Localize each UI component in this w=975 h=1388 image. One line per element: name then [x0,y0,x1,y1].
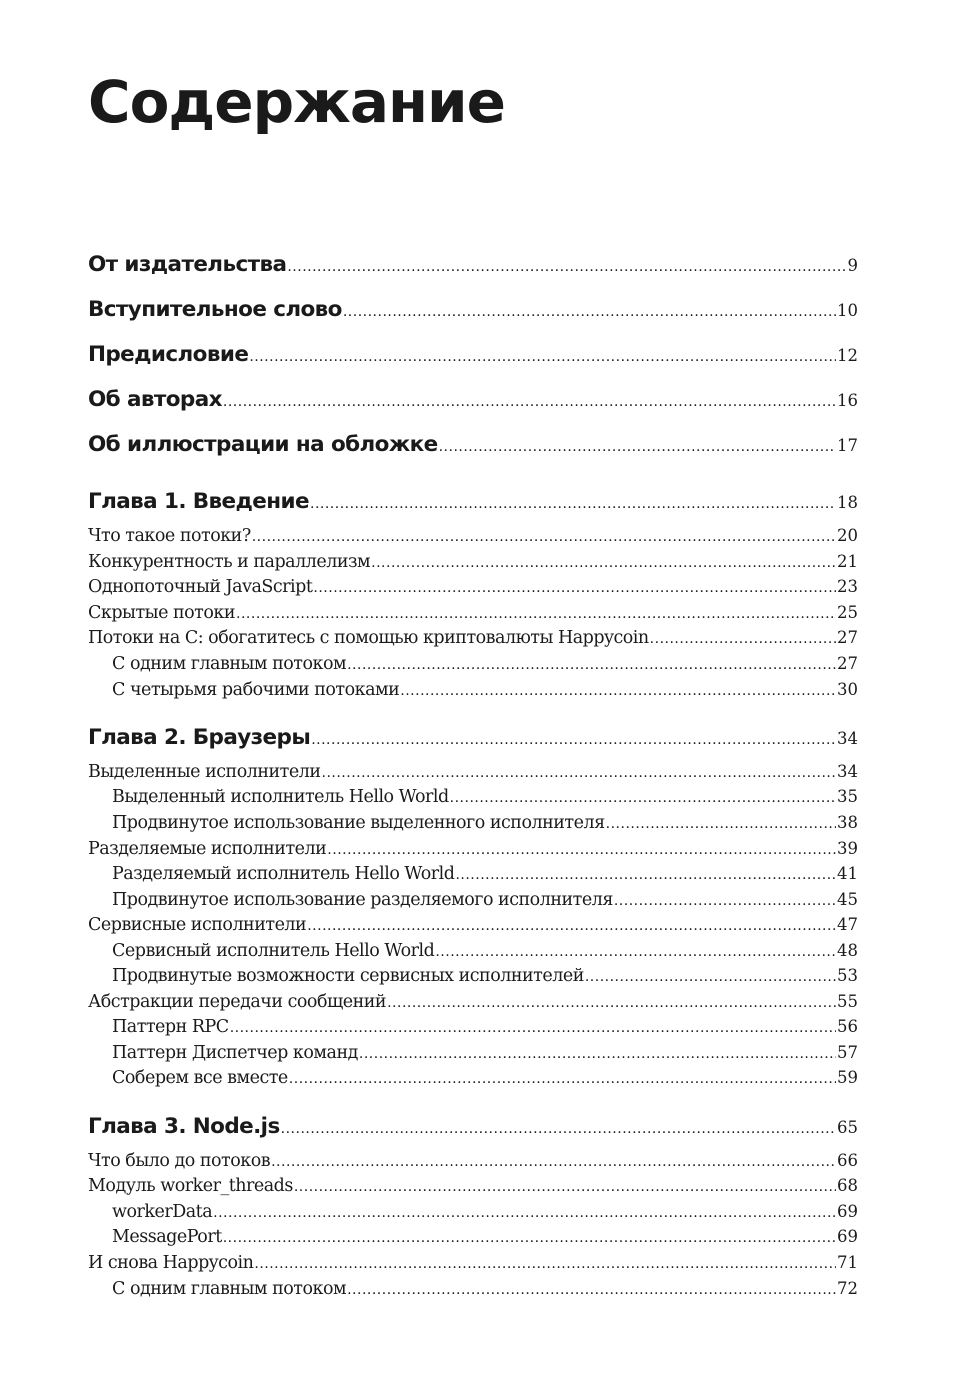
toc-subsection-title: С четырьмя рабочими потоками [112,680,400,700]
toc-entry-page: 48 [837,941,858,960]
dot-leader [387,995,836,1011]
toc-section[interactable] [88,1176,858,1196]
dot-leader [400,683,836,699]
toc-entry-page: 12 [837,346,858,365]
toc-entry-title: Об авторах [88,387,222,412]
toc-subsection-title: Соберем все вместе [112,1068,288,1088]
dot-leader [343,304,836,320]
toc-entry-page: 41 [837,864,858,883]
toc-entry-page: 47 [837,915,858,934]
toc-entry-page: 21 [837,552,858,571]
toc-entry-title: От издательства [88,252,287,277]
toc-subsection-title: Продвинутое использование разделяемого исполнителя [112,890,613,910]
toc-section-title: Сервисные исполнители [88,915,307,935]
page-title: Содержание [88,68,506,136]
toc-entry-page: 72 [837,1279,858,1298]
dot-leader [347,1282,836,1298]
toc-section-title: Модуль worker_threads [88,1176,293,1196]
toc-entry-front-matter[interactable] [88,297,858,322]
dot-leader [287,259,846,275]
toc-section[interactable] [88,762,858,782]
toc-entry-page: 17 [837,436,858,455]
toc-subsection-title: Продвинутые возможности сервисных исполнителей [112,966,584,986]
toc-section-title: Потоки на C: обогатитесь с помощью криптовалюты Happycoin [88,628,649,648]
dot-leader [606,816,836,832]
dot-leader [435,944,836,960]
toc-entry-page: 9 [847,256,858,275]
dot-leader [271,1154,836,1170]
toc-subsection[interactable] [112,1068,858,1088]
toc-entry-page: 65 [837,1118,858,1137]
toc-entry-title: Вступительное слово [88,297,342,322]
toc-subsection-title: Паттерн Диспетчер команд [112,1043,358,1063]
toc-entry-front-matter[interactable] [88,252,858,277]
toc-subsection[interactable] [112,680,858,700]
toc-subsection[interactable] [112,654,858,674]
dot-leader [307,918,836,934]
toc-section[interactable] [88,526,858,546]
toc-subsection[interactable] [112,1279,858,1299]
toc-entry-page: 25 [837,603,858,622]
toc-section[interactable] [88,1253,858,1273]
toc-entry-page: 69 [837,1227,858,1246]
toc-entry-title: Об иллюстрации на обложке [88,432,438,457]
toc-subsection-title: MessagePort [112,1227,222,1247]
dot-leader [230,1020,836,1036]
dot-leader [294,1179,836,1195]
toc-subsection-title: Сервисный исполнитель Hello World [112,941,435,961]
dot-leader [322,765,837,781]
dot-leader [347,657,836,673]
toc-entry-page: 34 [837,729,858,748]
toc-entry-page: 56 [837,1017,858,1036]
toc-section-title: Однопоточный JavaScript [88,577,313,597]
toc-subsection[interactable] [112,787,858,807]
toc-subsection[interactable] [112,890,858,910]
toc-subsection[interactable] [112,813,858,833]
dot-leader [313,580,836,596]
toc-entry-page: 30 [837,680,858,699]
toc-subsection-title: Разделяемый исполнитель Hello World [112,864,455,884]
dot-leader [439,439,836,455]
toc-section[interactable] [88,603,858,623]
toc-entry-page: 57 [837,1043,858,1062]
toc-section[interactable] [88,1151,858,1171]
toc-entry-page: 27 [837,628,858,647]
toc-entry-page: 53 [837,966,858,985]
dot-leader [455,867,836,883]
dot-leader [249,349,836,365]
toc-entry-page: 66 [837,1151,858,1170]
toc-entry-page: 45 [837,890,858,909]
dot-leader [585,969,836,985]
toc-entry-page: 34 [837,762,858,781]
dot-leader [359,1046,836,1062]
toc-section[interactable] [88,577,858,597]
toc-entry-page: 39 [837,839,858,858]
toc-section[interactable] [88,839,858,859]
toc-entry-page: 20 [837,526,858,545]
toc-subsection[interactable] [112,1043,858,1063]
toc-section[interactable] [88,992,858,1012]
toc-subsection-title: Продвинутое использование выделенного исполнителя [112,813,605,833]
toc-section[interactable] [88,628,858,648]
dot-leader [310,496,836,512]
dot-leader [311,732,836,748]
dot-leader [223,394,836,410]
toc-entry-page: 69 [837,1202,858,1221]
toc-section[interactable] [88,915,858,935]
toc-chapter-3[interactable] [88,1114,858,1139]
toc-chapter-title: Глава 2. Браузеры [88,725,311,750]
toc-subsection[interactable] [112,864,858,884]
toc-subsection-title: С одним главным потоком [112,654,347,674]
toc-entry-page: 27 [837,654,858,673]
dot-leader [450,790,836,806]
toc-section-title: Выделенные исполнители [88,762,321,782]
toc-section-title: Абстракции передачи сообщений [88,992,387,1012]
toc-entry-page: 68 [837,1176,858,1195]
dot-leader [327,842,836,858]
toc-entry-page: 35 [837,787,858,806]
dot-leader [254,1256,836,1272]
toc-chapter-1[interactable] [88,489,858,514]
toc-chapter-title: Глава 1. Введение [88,489,309,514]
dot-leader [281,1121,836,1137]
toc-entry-page: 16 [837,391,858,410]
toc-entry-page: 59 [837,1068,858,1087]
toc-subsection[interactable] [112,1227,858,1247]
toc-section-title: Конкурентность и параллелизм [88,552,371,572]
toc-subsection[interactable] [112,1017,858,1037]
toc-subsection[interactable] [112,1202,858,1222]
toc-entry-front-matter[interactable] [88,342,858,367]
dot-leader [223,1230,836,1246]
toc-entry-page: 55 [837,992,858,1011]
toc-section-title: Что было до потоков [88,1151,271,1171]
toc-subsection-title: Выделенный исполнитель Hello World [112,787,449,807]
toc-entry-page: 10 [837,301,858,320]
toc-subsection-title: С одним главным потоком [112,1279,347,1299]
dot-leader [614,893,836,909]
toc-subsection[interactable] [112,966,858,986]
toc-entry-page: 71 [837,1253,858,1272]
dot-leader [213,1205,836,1221]
toc-entry-page: 23 [837,577,858,596]
toc-entry-page: 18 [837,493,858,512]
dot-leader [289,1071,836,1087]
toc-entry-front-matter[interactable] [88,387,858,412]
toc-entry-front-matter[interactable] [88,432,858,457]
toc-section-title: И снова Happycoin [88,1253,254,1273]
toc-chapter-2[interactable] [88,725,858,750]
dot-leader [650,631,836,647]
toc-section-title: Скрытые потоки [88,603,236,623]
toc-section[interactable] [88,552,858,572]
toc-section-title: Что такое потоки? [88,526,251,546]
toc-chapter-title: Глава 3. Node.js [88,1114,280,1139]
toc-section-title: Разделяемые исполнители [88,839,327,859]
toc-subsection-title: workerData [112,1202,213,1222]
dot-leader [236,606,836,622]
toc-subsection[interactable] [112,941,858,961]
dot-leader [371,555,836,571]
dot-leader [252,529,836,545]
toc-entry-page: 38 [837,813,858,832]
toc-subsection-title: Паттерн RPC [112,1017,229,1037]
toc-entry-title: Предисловие [88,342,249,367]
